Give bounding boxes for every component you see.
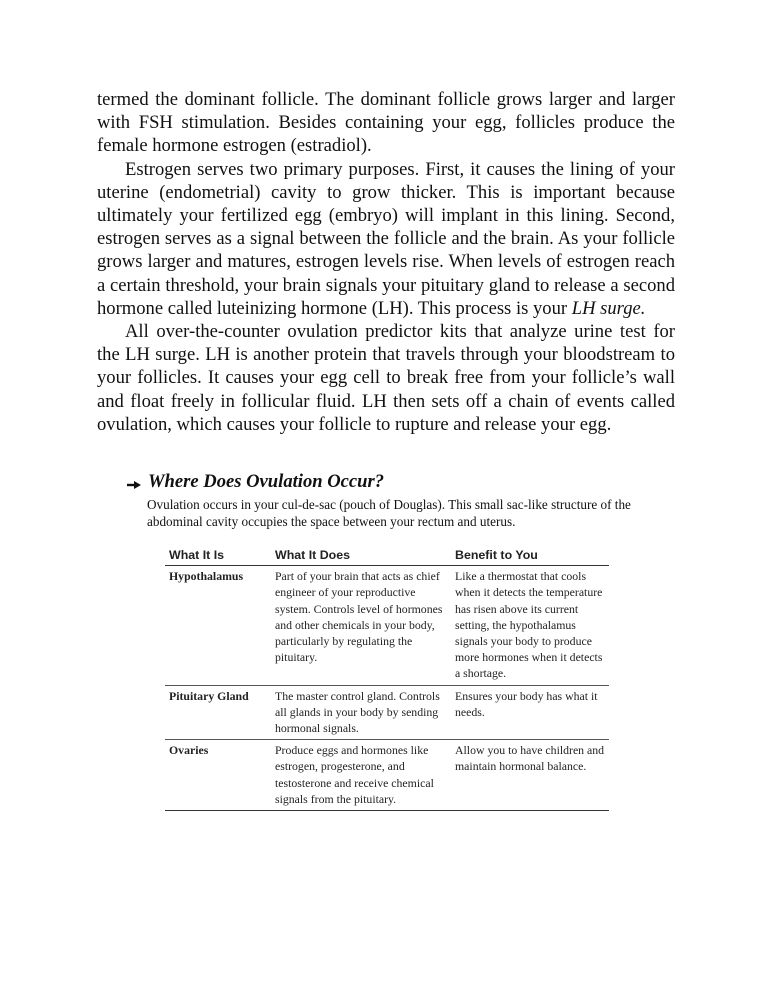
table-cell: Like a thermostat that cools when it detects the temperature has risen above its current setting, the hypothalamus signals your body to produce more hormones when it detects a shortage. [451,566,609,685]
paragraph-text: Estrogen serves two primary purposes. First, it causes the lining of your uterine (endometrial) cavity to grow thicker. This is important because ultimately your fertilized egg (embryo) will implant in this lining. Second, estrogen serves as a signal between the follicle and the brain. As your follicle grows larger and matures, estrogen levels rise. When levels of estrogen reach a certain threshold, your brain signals your pituitary gland to release a second hormone called luteinizing hormone (LH). This process is your [97,158,675,319]
emphasis-text: LH surge. [571,297,646,319]
table-cell: Pituitary Gland [165,685,271,740]
section-intro: Ovulation occurs in your cul-de-sac (pouch of Douglas). This small sac-like structure of the abdominal cavity occupies the space between your rectum and uterus. [147,497,631,529]
table-row [165,740,609,811]
paragraph-3 [97,320,675,436]
column-header: What It Does [271,547,451,566]
table-cell: Part of your brain that acts as chief engineer of your reproductive system. Controls level of hormones and other chemicals in your body, particularly by regulating the pituitary. [271,566,451,685]
hormone-table [165,547,609,811]
section-title: Where Does Ovulation Occur? [148,471,385,492]
body-text [97,88,675,436]
table-header-row [165,547,609,566]
table-row [165,685,609,740]
table-cell: Ensures your body has what it needs. [451,685,609,740]
table-cell: Allow you to have children and maintain hormonal balance. [451,740,609,811]
arrow-right-icon [126,477,142,487]
column-header: What It Is [165,547,271,566]
table-cell: Produce eggs and hormones like estrogen, progesterone, and testosterone and receive chemical signals from the pituitary. [271,740,451,811]
paragraph-text: termed the dominant follicle. The dominant follicle grows larger and larger with FSH stimulation. Besides containing your egg, follicles produce the female hormone estrogen (estradiol). [97,89,675,157]
table-cell: Ovaries [165,740,271,811]
section-heading [126,471,384,493]
table-row [165,566,609,685]
paragraph-text: All over-the-counter ovulation predictor kits that analyze urine test for the LH surge. LH is another protein that travels through your bloodstream to your follicles. It causes your egg cell to break free from your follicle’s wall and float freely in follicular fluid. LH then sets off a chain of events called ovulation, which causes your follicle to rupture and release your egg. [97,321,675,435]
paragraph-2 [97,158,675,320]
table-cell: Hypothalamus [165,566,271,685]
column-header: Benefit to You [451,547,609,566]
paragraph-1 [97,88,675,158]
table-cell: The master control gland. Controls all glands in your body by sending hormonal signals. [271,685,451,740]
